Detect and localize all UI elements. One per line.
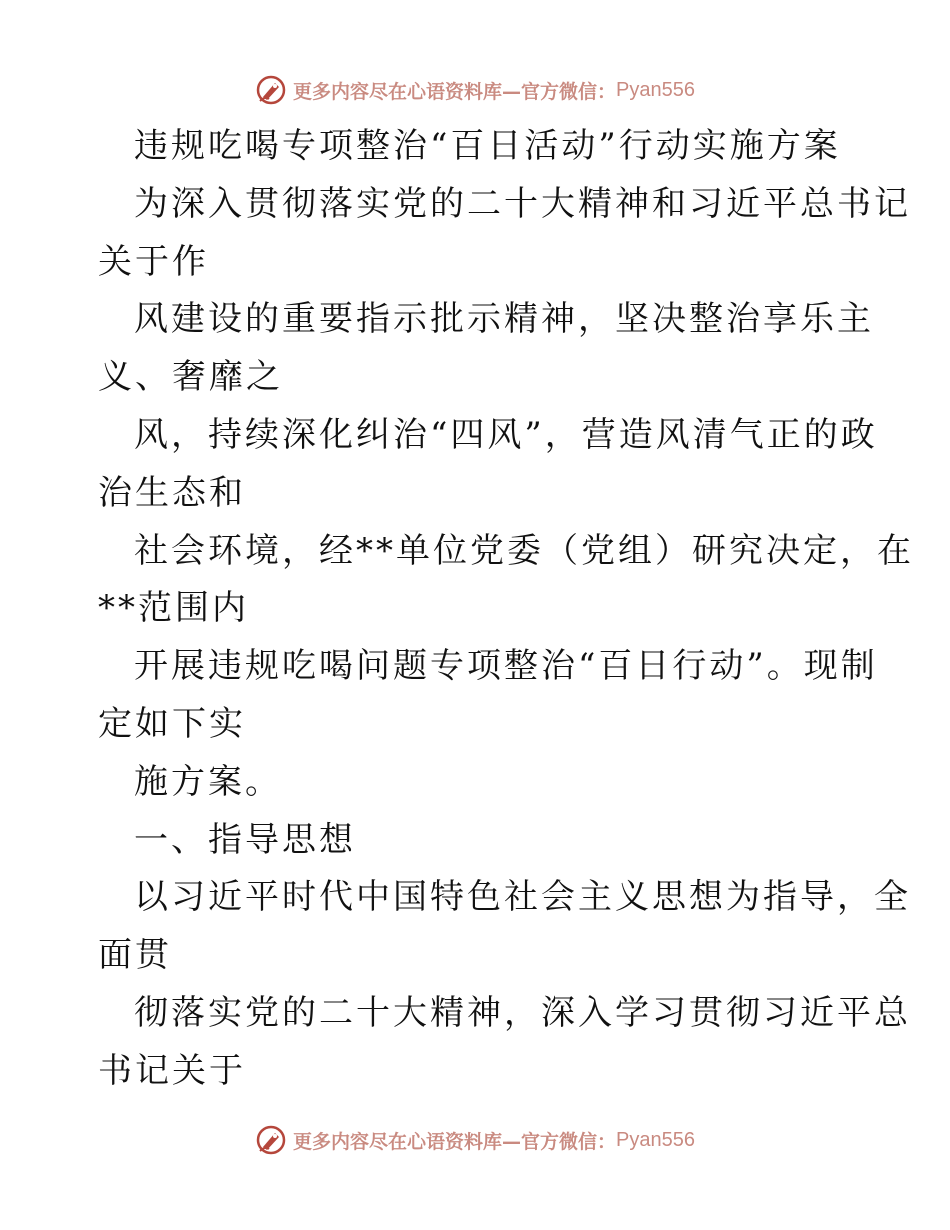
banner-wechat-id: Pyan556 [616, 78, 695, 101]
paragraph-line: 关于作 [98, 241, 209, 282]
paragraph-line: 彻落实党的二十大精神，深入学习贯彻习近平总 [134, 992, 911, 1033]
paragraph-line: 开展违规吃喝问题专项整治“百日行动”。现制 [134, 646, 878, 687]
paragraph-line: 风建设的重要指示批示精神，坚决整治享乐主 [134, 299, 874, 340]
paragraph-line: 以习近平时代中国特色社会主义思想为指导，全 [134, 877, 911, 918]
document-title: 违规吃喝专项整治“百日活动”行动实施方案 [134, 126, 841, 166]
paragraph-line: 定如下实 [98, 703, 246, 744]
pen-nib-logo-icon [255, 74, 287, 106]
section-heading: 一、指导思想 [134, 819, 356, 860]
banner-text: 更多内容尽在心语资料库—官方微信： [293, 1130, 617, 1153]
header-watermark-banner [0, 70, 950, 110]
paragraph-line: 义、奢靡之 [98, 357, 283, 398]
banner-wechat-id: Pyan556 [616, 1128, 695, 1151]
paragraph-line: 风，持续深化纠治“四风”，营造风清气正的政 [134, 414, 878, 455]
paragraph-line: 施方案。 [134, 761, 282, 802]
paragraph-line: 书记关于 [98, 1050, 246, 1091]
paragraph-line: 面贯 [98, 935, 172, 976]
paragraph-line: 为深入贯彻落实党的二十大精神和习近平总书记 [134, 183, 911, 224]
paragraph-line: 治生态和 [98, 472, 246, 513]
document-body [98, 118, 914, 1101]
paragraph-line: **范围内 [98, 588, 249, 629]
footer-watermark-banner [0, 1120, 950, 1160]
paragraph-line: 社会环境，经**单位党委（党组）研究决定，在 [134, 530, 914, 571]
banner-text: 更多内容尽在心语资料库—官方微信： [293, 80, 617, 103]
pen-nib-logo-icon [255, 1124, 287, 1156]
